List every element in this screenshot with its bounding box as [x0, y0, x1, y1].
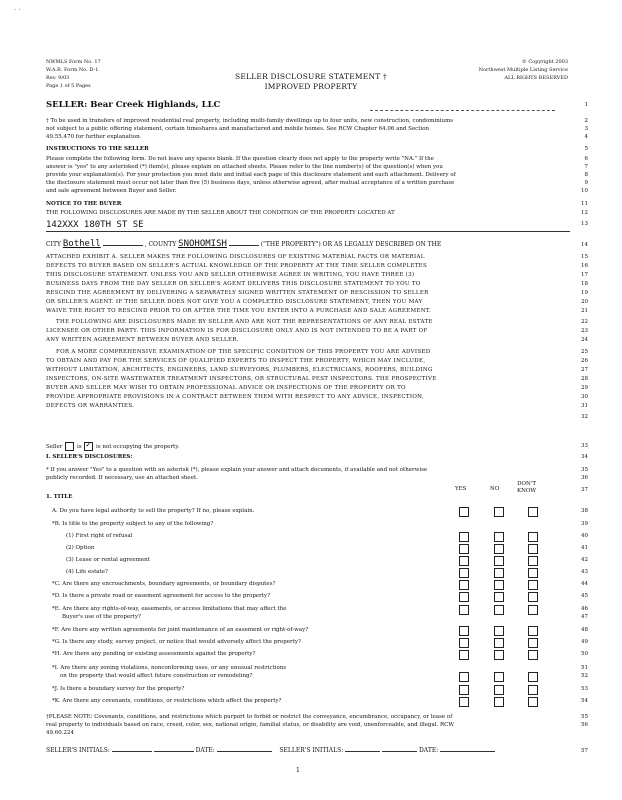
is-not-checkbox[interactable] [84, 442, 93, 451]
line-number: 38 [581, 508, 588, 514]
occupancy-row [46, 442, 546, 451]
yes-checkbox[interactable] [459, 580, 469, 590]
line-number: 32 [581, 414, 588, 420]
form-id-line: NWMLS Form No. 17 [46, 59, 101, 65]
body-line: ANY WRITTEN AGREEMENT BETWEEN BUYER AND SELLER. [46, 337, 239, 343]
date-blank[interactable] [440, 751, 495, 752]
is-checkbox[interactable] [65, 442, 74, 451]
question-text: Buyer's use of the property? [62, 614, 142, 620]
line-number: 48 [581, 627, 588, 633]
intro-line: not subject to a public offering statement, certain timeshares and manufactured and mobile homes. See RCW Chapter 64.06 and Section [46, 126, 430, 132]
occupancy-prefix: Seller [46, 444, 63, 450]
copyright-block [438, 58, 568, 82]
dont-know-column-header: DON'T KNOW [517, 481, 537, 494]
line-number: 55 [581, 714, 588, 720]
line-number: 46 [581, 606, 588, 612]
title-heading: 1. TITLE [46, 494, 73, 500]
question-text: *D. Is there a private road or easement agreement for access to the property? [52, 593, 271, 599]
yes-checkbox[interactable] [459, 638, 469, 648]
line-number: 11 [581, 201, 588, 207]
line-number: 15 [581, 254, 588, 260]
section-title: I. SELLER'S DISCLOSURES: [46, 454, 133, 460]
line-number: 19 [581, 290, 588, 296]
line-number: 29 [581, 385, 588, 391]
line-number: 21 [581, 308, 588, 314]
yes-checkbox[interactable] [459, 605, 469, 615]
body-line: PROVIDE APPROPRIATE PROVISIONS IN A CONTRACT BETWEEN THEM WITH RESPECT TO ANY ADVICE, INSPECTION, [46, 394, 424, 400]
yes-checkbox[interactable] [459, 697, 469, 707]
body-line: ATTACHED EXHIBIT A. SELLER MAKES THE FOLLOWING DISCLOSURES OF EXISTING MATERIAL FACTS OR MATERIAL [46, 254, 425, 260]
line-number: 23 [581, 328, 588, 334]
address-underline [46, 231, 570, 232]
question-text: *K. Are there any covenants, conditions, or restrictions which affect the property? [52, 698, 282, 704]
yes-checkbox[interactable] [459, 672, 469, 682]
question-text: *E. Are there any rights-of-way, easements, or access limitations that may affect the [52, 606, 287, 612]
dont-know-checkbox[interactable] [528, 556, 538, 566]
form-id-line: W.A.R. Form No. D-1 [46, 67, 99, 73]
line-number: 41 [581, 545, 588, 551]
line-number: 13 [581, 221, 588, 227]
body-line: LICENSEE OR OTHER PARTY. THIS INFORMATION IS FOR DISCLOSURE ONLY AND IS NOT INTENDED TO BE A PART OF [46, 328, 428, 334]
yes-checkbox[interactable] [459, 544, 469, 554]
intro-line: † To be used in transfers of improved residential real property, including multi-family dwellings up to four units, new construction, condominiums [46, 118, 454, 124]
section-note-line: publicly recorded. If necessary, use an attached sheet. [46, 475, 198, 481]
no-checkbox[interactable] [494, 638, 504, 648]
question-text: *I. Are there any zoning violations, nonconforming uses, or any unusual restrictions [52, 665, 287, 671]
form-id-line: Rev. 9/03 [46, 75, 70, 81]
yes-checkbox[interactable] [459, 568, 469, 578]
line-number: 42 [581, 557, 588, 563]
property-address: 142XXX 180TH ST SE [46, 220, 144, 230]
line-number: 30 [581, 394, 588, 400]
line-number: 17 [581, 272, 588, 278]
no-checkbox[interactable] [494, 507, 504, 517]
line-number: 33 [581, 443, 588, 449]
question-text: (2) Option [66, 545, 95, 551]
seller-initials-label: SELLER'S INITIALS: [46, 747, 110, 754]
dont-know-checkbox[interactable] [528, 507, 538, 517]
line-number: 37 [581, 487, 588, 493]
notice-line: THE FOLLOWING DISCLOSURES ARE MADE BY THE SELLER ABOUT THE CONDITION OF THE PROPERTY LOCATED AT [46, 210, 395, 216]
dont-know-checkbox[interactable] [528, 685, 538, 695]
line-number: 39 [581, 521, 588, 527]
question-text: *F. Are there any written agreements for joint maintenance of an easement or right-of-way? [52, 627, 309, 633]
yes-checkbox[interactable] [459, 507, 469, 517]
line-number: 4 [584, 134, 588, 140]
line-number: 9 [584, 180, 588, 186]
dont-know-checkbox[interactable] [528, 650, 538, 660]
yes-checkbox[interactable] [459, 592, 469, 602]
city-value: Bothell [62, 239, 101, 249]
question-text: *B. Is title to the property subject to any of the following? [52, 521, 214, 527]
line-number: 57 [581, 748, 588, 754]
line-number: 27 [581, 367, 588, 373]
line-number: 6 [584, 156, 588, 162]
line-number: 34 [581, 454, 588, 460]
body-line: DEFECTS OR WARRANTIES. [46, 403, 135, 409]
question-text: (3) Lease or rental agreement [66, 557, 150, 563]
line-number: 12 [581, 210, 588, 216]
body-line: THIS DISCLOSURE STATEMENT. UNLESS YOU AND SELLER OTHERWISE AGREE IN WRITING, YOU HAVE THREE (3) [46, 272, 415, 278]
dont-know-checkbox[interactable] [528, 544, 538, 554]
yes-checkbox[interactable] [459, 556, 469, 566]
line-number: 40 [581, 533, 588, 539]
is-label: is [76, 444, 82, 450]
notice-title: NOTICE TO THE BUYER [46, 201, 122, 207]
line-number: 24 [581, 337, 588, 343]
line-number: 26 [581, 358, 588, 364]
form-title-line: IMPROVED PROPERTY [264, 82, 358, 91]
yes-checkbox[interactable] [459, 626, 469, 636]
no-checkbox[interactable] [494, 568, 504, 578]
dont-know-checkbox[interactable] [528, 626, 538, 636]
dont-know-checkbox[interactable] [528, 568, 538, 578]
yes-checkbox[interactable] [459, 685, 469, 695]
no-checkbox[interactable] [494, 672, 504, 682]
line-number: 53 [581, 686, 588, 692]
section-note-line: * If you answer "Yes" to a question with an asterisk (*), please explain your answer and attach documents, if available and not otherwise [46, 467, 428, 473]
body-line: DEFECTS TO BUYER BASED ON SELLER'S ACTUAL KNOWLEDGE OF THE PROPERTY AT THE TIME SELLER COMPLETES [46, 263, 428, 269]
no-checkbox[interactable] [494, 580, 504, 590]
body-line: WITHOUT LIMITATION, ARCHITECTS, ENGINEERS, LAND SURVEYORS, PLUMBERS, ELECTRICIANS, ROOFERS, BUILDING [46, 367, 433, 373]
body-line: BUYER AND SELLER MAY WISH TO OBTAIN PROFESSIONAL ADVICE OR INSPECTIONS OF THE PROPERTY OR TO [46, 385, 406, 391]
seller-underline [370, 110, 555, 111]
intro-line: 49.55.470 for further explanation. [46, 134, 142, 140]
line-number: 43 [581, 569, 588, 575]
initials-blank[interactable] [382, 751, 417, 752]
line-number: 16 [581, 263, 588, 269]
line-number: 1 [584, 102, 588, 108]
question-text: (1) First right of refusal [66, 533, 133, 539]
line-number: 8 [584, 172, 588, 178]
line-number: 5 [584, 146, 588, 152]
copyright-line: Northwest Multiple Listing Service [478, 67, 568, 73]
dont-know-checkbox[interactable] [528, 672, 538, 682]
body-line: THE FOLLOWING ARE DISCLOSURES MADE BY SELLER AND ARE NOT THE REPRESENTATIONS OF ANY REAL ESTATE [56, 319, 433, 325]
line-number: 22 [581, 319, 588, 325]
date-label: DATE: [195, 747, 215, 754]
no-checkbox[interactable] [494, 556, 504, 566]
body-line: RESCIND THE AGREEMENT BY DELIVERING A SEPARATELY SIGNED WRITTEN STATEMENT OF RESCISSION TO SELLER [46, 290, 429, 296]
dont-know-checkbox[interactable] [528, 697, 538, 707]
body-line: BUSINESS DAYS FROM THE DAY SELLER OR SELLER'S AGENT DELIVERS THIS DISCLOSURE STATEMENT TO YOU TO [46, 281, 421, 287]
line-number: 31 [581, 403, 588, 409]
body-line: OR SELLER'S AGENT. IF THE SELLER DOES NOT GIVE YOU A COMPLETED DISCLOSURE STATEMENT, THEN YOU MAY [46, 299, 423, 305]
instructions-line: answer is "yes" to any asterisked (*) item(s), please explain on attached sheets. Please refer to the line number(s) of the question(s) when you [46, 164, 443, 170]
please-note-line: real property to individuals based on race, creed, color, sex, national origin, familial status, or disability are void, unenforceable, and illegal. RCW [46, 722, 455, 728]
instructions-line: provide your explanation(s). For your protection you must date and initial each page of this disclosure statement and each attachment. Delivery of [46, 172, 456, 178]
page-number: 1 [296, 767, 300, 774]
copyright-line: ALL RIGHTS RESERVED [504, 75, 568, 81]
instructions-line: and sale agreement between Buyer and Seller. [46, 188, 177, 194]
line-number: 7 [584, 164, 588, 170]
initials-blank[interactable] [345, 751, 380, 752]
line-number: 35 [581, 467, 588, 473]
date-blank[interactable] [217, 751, 272, 752]
question-text: A. Do you have legal authority to sell the property? If no, please explain. [52, 508, 255, 514]
question-text: *J. Is there a boundary survey for the property? [52, 686, 185, 692]
initials-blank[interactable] [154, 751, 194, 752]
form-id-block [46, 58, 101, 90]
form-id-line: Page 1 of 5 Pages [46, 83, 91, 89]
question-text: on the property that would affect future construction or remodeling? [60, 673, 253, 679]
county-value: SNOHOMISH [178, 239, 227, 249]
no-checkbox[interactable] [494, 685, 504, 695]
dont-know-checkbox[interactable] [528, 580, 538, 590]
line-number: 2 [584, 118, 588, 124]
line-number: 49 [581, 639, 588, 645]
line-number: 44 [581, 581, 588, 587]
question-text: *C. Are there any encroachments, boundary agreements, or boundary disputes? [52, 581, 276, 587]
corner-mark: · · [14, 6, 21, 14]
line-number: 14 [581, 242, 588, 248]
no-checkbox[interactable] [494, 532, 504, 542]
no-checkbox[interactable] [494, 650, 504, 660]
instructions-line: the disclosure statement must occur not later than five (5) business days, unless otherwise agreed, after mutual acceptance of a written purchase [46, 180, 455, 186]
line-number: 51 [581, 665, 588, 671]
signature-row [46, 747, 566, 754]
no-checkbox[interactable] [494, 626, 504, 636]
line-number: 28 [581, 376, 588, 382]
no-checkbox[interactable] [494, 544, 504, 554]
question-text: (4) Life estate? [66, 569, 108, 575]
please-note-line: †PLEASE NOTE: Covenants, conditions, and restrictions which purport to forbid or restrict the conveyance, encumbrance, occupancy, or lease of [46, 714, 453, 720]
yes-column-header: YES [455, 486, 467, 492]
copyright-line: © Copyright 2003 [521, 59, 568, 65]
city-tail: ("THE PROPERTY") OR AS LEGALLY DESCRIBED ON THE [260, 241, 442, 248]
city-county-row [46, 239, 562, 250]
line-number: 20 [581, 299, 588, 305]
instructions-line: Please complete the following form. Do not leave any spaces blank. If the question clearly does not apply to the property write "NA." If the [46, 156, 434, 162]
body-line: FOR A MORE COMPREHENSIVE EXAMINATION OF THE SPECIFIC CONDITION OF THIS PROPERTY YOU ARE ADVISED [56, 349, 431, 355]
question-text: *H. Are there any pending or existing assessments against the property? [52, 651, 256, 657]
line-number: 54 [581, 698, 588, 704]
question-text: *G. Is there any study, survey project, or notice that would adversely affect the property? [52, 639, 301, 645]
no-column-header: NO [490, 486, 500, 492]
body-line: TO OBTAIN AND PAY FOR THE SERVICES OF QUALIFIED EXPERTS TO INSPECT THE PROPERTY, WHICH MAY INCLUDE, [46, 358, 426, 364]
is-not-label: is not occupying the property. [96, 444, 180, 450]
line-number: 36 [581, 475, 588, 481]
line-number: 45 [581, 593, 588, 599]
date-label-2: DATE: [419, 747, 439, 754]
instructions-title: INSTRUCTIONS TO THE SELLER [46, 146, 149, 152]
no-checkbox[interactable] [494, 697, 504, 707]
yes-checkbox[interactable] [459, 532, 469, 542]
body-line: INSPECTORS, ON-SITE WASTEWATER TREATMENT INSPECTORS, OR STRUCTURAL PEST INSPECTORS. THE PROSPECTIVE [46, 376, 437, 382]
line-number: 10 [581, 188, 588, 194]
no-checkbox[interactable] [494, 605, 504, 615]
line-number: 25 [581, 349, 588, 355]
dont-know-checkbox[interactable] [528, 532, 538, 542]
line-number: 50 [581, 651, 588, 657]
county-label: , COUNTY [144, 241, 177, 248]
seller-initials-label-2: SELLER'S INITIALS: [279, 747, 344, 754]
body-line: WAIVE THE RIGHT TO RESCIND PRIOR TO OR AFTER THE TIME YOU ENTER INTO A PURCHASE AND SALE AGREEMENT. [46, 308, 432, 314]
form-title-line: SELLER DISCLOSURE STATEMENT † [235, 72, 387, 81]
line-number: 47 [581, 614, 588, 620]
dont-know-checkbox[interactable] [528, 592, 538, 602]
line-number: 56 [581, 722, 588, 728]
no-checkbox[interactable] [494, 592, 504, 602]
line-number: 3 [584, 126, 588, 132]
city-label: CITY [46, 241, 61, 248]
initials-blank[interactable] [112, 751, 152, 752]
line-number: 52 [581, 673, 588, 679]
seller-name: SELLER: Bear Creek Highlands, LLC [46, 100, 221, 110]
yes-checkbox[interactable] [459, 650, 469, 660]
please-note-line: 49.60.224 [46, 730, 74, 736]
dont-know-checkbox[interactable] [528, 638, 538, 648]
dont-know-checkbox[interactable] [528, 605, 538, 615]
line-number: 18 [581, 281, 588, 287]
form-title [195, 72, 427, 92]
